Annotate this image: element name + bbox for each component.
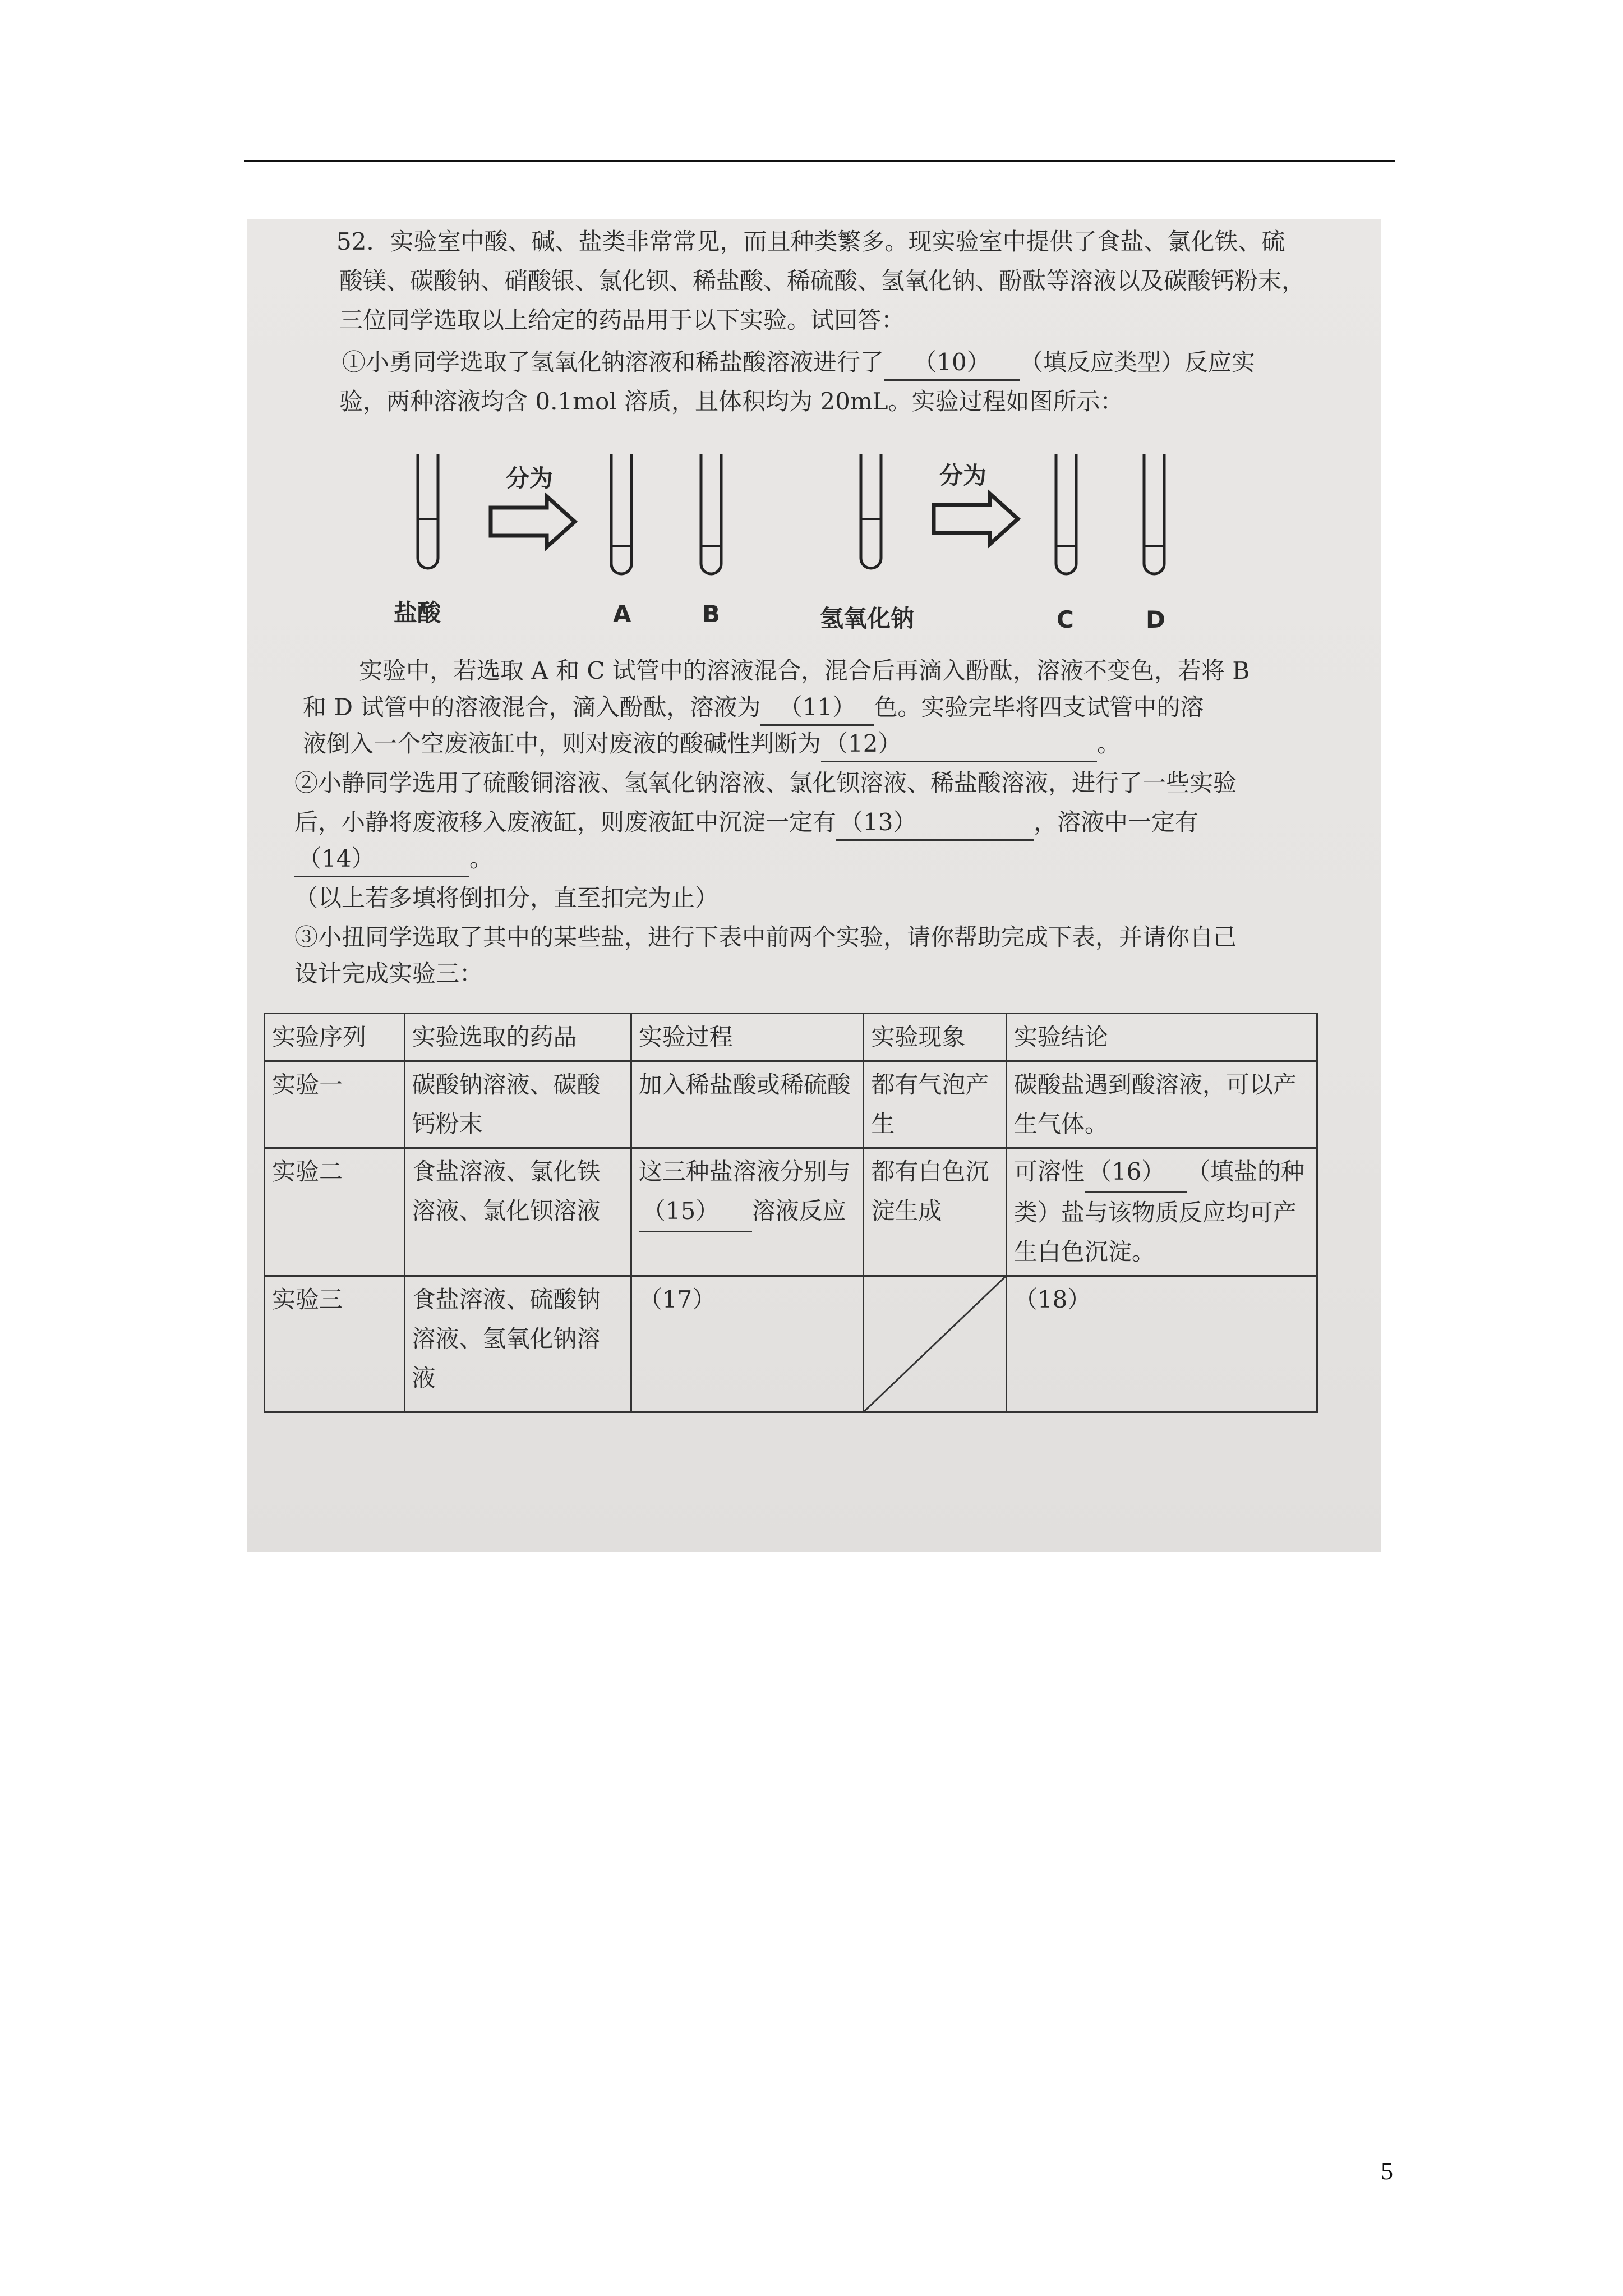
blank-10: （10）: [884, 345, 1020, 381]
row2-conclusion-before: 可溶性: [1013, 1158, 1085, 1185]
split-arrow-left: [491, 496, 575, 547]
label-d: D: [1146, 606, 1165, 633]
para2-line3-after: 。: [1097, 730, 1121, 757]
row2-seq: 实验二: [265, 1148, 405, 1276]
row2-process-before: 这三种盐溶液分别与: [638, 1158, 851, 1185]
hcl-tube: [418, 454, 438, 568]
label-c: C: [1057, 606, 1074, 633]
header-rule: [244, 160, 1395, 162]
naoh-tube: [861, 454, 881, 568]
deduction-note: （以上若多填将倒扣分，直至扣完为止）: [294, 884, 719, 912]
row2-drugs: 食盐溶液、氯化铁溶液、氯化钡溶液: [404, 1148, 631, 1276]
blank-13: （13）: [836, 805, 1034, 841]
row3-conclusion: （18）: [1006, 1276, 1317, 1412]
part2-line3-after: 。: [469, 845, 494, 872]
row1-seq: 实验一: [265, 1061, 405, 1148]
row1-drugs: 碳酸钠溶液、碳酸钙粉末: [404, 1061, 631, 1148]
part2-text-after: ，溶液中一定有: [1034, 808, 1199, 836]
part2-line-3: [294, 841, 493, 877]
header-process: 实验过程: [631, 1014, 864, 1061]
part2-line-2: [294, 805, 1198, 841]
table-header-row: [265, 1014, 1317, 1061]
blank-14: （14）: [294, 841, 469, 877]
row1-phenomenon: 都有气泡产生: [864, 1061, 1007, 1148]
para2-line-3: [303, 726, 1121, 762]
part3-line-1: ③小扭同学选取了其中的某些盐，进行下表中前两个实验，请你帮助完成下表，并请你自己: [294, 923, 1237, 951]
header-drugs: 实验选取的药品: [404, 1014, 631, 1061]
para2-line-1: 实验中，若选取 A 和 C 试管中的溶液混合，混合后再滴入酚酞，溶液不变色，若将 B: [359, 657, 1250, 684]
para2-text-after: 色。实验完毕将四支试管中的溶: [874, 693, 1204, 721]
blank-12: （12）: [821, 726, 1097, 762]
part1-text-before: ①小勇同学选取了氢氧化钠溶液和稀盐酸溶液进行了: [342, 348, 884, 376]
part3-line-2: 设计完成实验三：: [294, 960, 483, 987]
row3-seq: 实验三: [265, 1276, 405, 1412]
table-row: [265, 1276, 1317, 1412]
scanned-question-photo: [247, 219, 1381, 1552]
part1-text-after: （填反应类型）反应实: [1020, 348, 1256, 376]
arrow-label-right: 分为: [939, 462, 987, 489]
row1-process: 加入稀盐酸或稀硫酸: [631, 1061, 864, 1148]
row3-phenomenon-crossed: [864, 1276, 1007, 1412]
part2-line-1: ②小静同学选用了硫酸铜溶液、氢氧化钠溶液、氯化钡溶液、稀盐酸溶液，进行了一些实验: [294, 769, 1237, 797]
intro-line-2: 酸镁、碳酸钠、硝酸银、氯化钡、稀盐酸、稀硫酸、氢氧化钠、酚酞等溶液以及碳酸钙粉末，: [339, 267, 1306, 295]
part2-text-before: 后，小静将废液移入废液缸，则废液缸中沉淀一定有: [294, 808, 837, 836]
table-row: [265, 1148, 1317, 1276]
row2-process-after: 溶液反应: [751, 1197, 846, 1225]
arrow-label-left: 分为: [506, 464, 554, 492]
para2-text-before: 和 D 试管中的溶液混合，滴入酚酞，溶液为: [303, 693, 761, 721]
label-naoh: 氢氧化钠: [820, 605, 915, 632]
label-hcl: 盐酸: [394, 599, 441, 627]
row2-conclusion: [1006, 1148, 1317, 1276]
diagonal-strike: [864, 1277, 1006, 1411]
page-number: 5: [1381, 2157, 1393, 2185]
label-a: A: [613, 600, 631, 628]
blank-11: （11）: [760, 690, 874, 726]
experiment-table: [264, 1013, 1318, 1413]
para2-line-2: [303, 690, 1204, 726]
test-tube-diagram: [247, 219, 1381, 645]
row3-drugs: 食盐溶液、硫酸钠溶液、氢氧化钠溶液: [404, 1276, 631, 1412]
split-arrow-right: [934, 494, 1018, 544]
intro-line-3: 三位同学选取以上给定的药品用于以下实验。试回答：: [339, 306, 905, 334]
intro-line-1: 52．实验室中酸、碱、盐类非常常见，而且种类繁多。现实验室中提供了食盐、氯化铁、硫: [336, 228, 1285, 255]
row2-conclusion-after: （填盐的种类）盐与该物质反应均可产生白色沉淀。: [1013, 1158, 1304, 1266]
header-conclusion: 实验结论: [1006, 1014, 1317, 1061]
blank-15: （15）: [639, 1191, 752, 1232]
label-b: B: [702, 600, 721, 628]
row2-process: [631, 1148, 864, 1276]
tube-a: [611, 454, 631, 574]
row3-process: （17）: [631, 1276, 864, 1412]
part1-line-2: 验，两种溶液均含 0.1mol 溶质，且体积均为 20mL。实验过程如图所示：: [339, 388, 1124, 415]
header-seq: 实验序列: [265, 1014, 405, 1061]
para2-line3-before: 液倒入一个空废液缸中，则对废液的酸碱性判断为: [303, 730, 822, 757]
tube-d: [1144, 454, 1164, 574]
row1-conclusion: 碳酸盐遇到酸溶液，可以产生气体。: [1006, 1061, 1317, 1148]
blank-16: （16）: [1085, 1152, 1187, 1193]
header-phenomenon: 实验现象: [864, 1014, 1007, 1061]
tube-b: [701, 454, 721, 574]
tube-c: [1056, 454, 1076, 574]
row2-phenomenon: 都有白色沉淀生成: [864, 1148, 1007, 1276]
table-row: [265, 1061, 1317, 1148]
